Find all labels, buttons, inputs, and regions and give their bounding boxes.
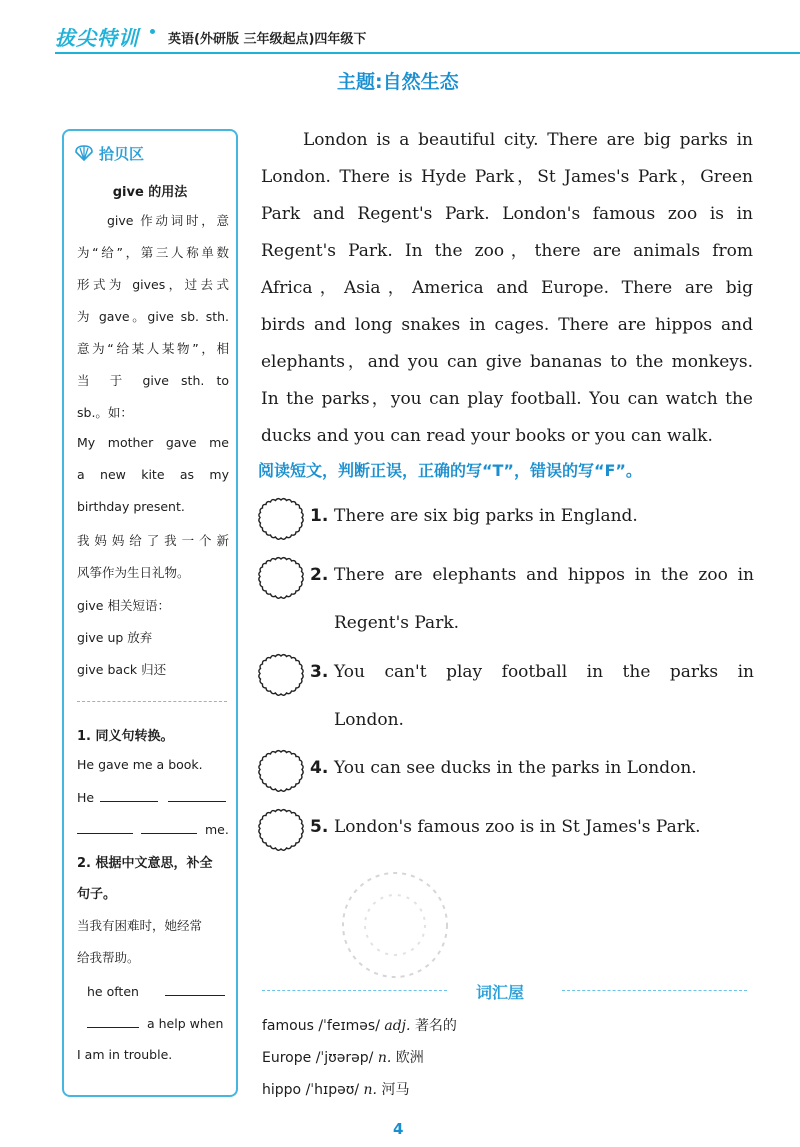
passage-line: ducks and you can read your books or you can walk. [261, 426, 713, 446]
exercise1-he: He [77, 790, 95, 805]
answer-badge[interactable] [258, 808, 304, 852]
sidebar-line: 意为“给某人某物”，相 [77, 341, 229, 356]
answer-blank[interactable] [168, 789, 226, 802]
sidebar-line: 风筝作为生日礼物。 [77, 565, 190, 580]
sidebar-line: My mother gave me [77, 435, 229, 450]
instruction: 阅读短文，判断正误，正确的写“T”，错误的写“F”。 [258, 461, 642, 480]
question-line: You can see ducks in the parks in London. [334, 758, 697, 778]
question-text [334, 505, 754, 540]
question-number: 1. [310, 506, 329, 526]
vocab-ipa: /ˈjʊərəp/ [315, 1050, 374, 1066]
passage-line: Park and Regent's Park. London's famous zoo is in [261, 204, 753, 224]
vocab-word: hippo [262, 1082, 302, 1098]
question-line: You can't play football in the parks in [334, 662, 754, 682]
exercise1-line1 [77, 789, 226, 805]
sidebar-line: 形式为 gives，过去式 [77, 277, 229, 292]
question-line: Regent's Park. [334, 613, 460, 633]
vocab-meaning: 欧洲 [395, 1050, 424, 1066]
exercise2-line2 [87, 1015, 223, 1031]
passage-line: London. There is Hyde Park，St James's Park，Green [261, 167, 753, 187]
question-line: London. [334, 710, 404, 730]
vocab-item [262, 1079, 409, 1099]
question-number: 4. [310, 758, 329, 778]
sidebar-title-text: 拾贝区 [99, 145, 145, 163]
vocab-rule-left [262, 990, 447, 991]
answer-blank[interactable] [165, 983, 225, 996]
vocab-rule-right [562, 990, 747, 991]
vocab-item [262, 1015, 457, 1035]
vocab-ipa: /ˈfeɪməs/ [318, 1018, 380, 1034]
exercise2-text: he often [87, 984, 139, 999]
question-text [334, 564, 754, 647]
question-line: There are elephants and hippos in the zoo in [334, 565, 754, 585]
question-text [334, 816, 754, 851]
sidebar-line: give 作动词时，意 [107, 213, 229, 228]
vocab-pos: n. [363, 1082, 377, 1098]
vocab-ipa: /ˈhɪpəʊ/ [305, 1082, 360, 1098]
question-line: London's famous zoo is in St James's Park. [334, 817, 701, 837]
sidebar-line: give back 归还 [77, 662, 167, 677]
book-title: 英语(外研版 三年级起点)四年级下 [168, 32, 367, 47]
vocab-title: 词汇屋 [476, 983, 525, 1002]
sidebar-line: 为 gave。give sb. sth. [77, 309, 229, 324]
sidebar-subtitle: give 的用法 [112, 185, 188, 200]
sidebar-panel [62, 129, 238, 1097]
question-number: 2. [310, 565, 329, 585]
header-rule [55, 52, 800, 54]
exercise1-title: 1. 同义句转换。 [77, 729, 174, 744]
question-text [334, 661, 754, 744]
answer-badge[interactable] [258, 556, 304, 600]
sidebar-line: 为“给”，第三人称单数 [77, 245, 229, 260]
question-number: 5. [310, 817, 329, 837]
exercise1-me: me. [204, 822, 229, 837]
question-line: There are six big parks in England. [334, 506, 638, 526]
answer-blank[interactable] [87, 1015, 139, 1028]
header-dot [150, 29, 155, 34]
vocab-pos: adj. [384, 1018, 411, 1034]
exercise2-cn: 给我帮助。 [77, 950, 140, 965]
passage-line: In the parks，you can play football. You can watch the [261, 389, 753, 409]
vocab-pos: n. [377, 1050, 392, 1066]
exercise1-sentence: He gave me a book. [77, 757, 203, 772]
exercise1-line2 [77, 821, 229, 837]
passage-line: Africa，Asia，America and Europe. There are big [261, 278, 753, 298]
sidebar-line: 我妈妈给了我一个新 [77, 533, 229, 548]
passage-line: Regent's Park. In the zoo，there are animals from [261, 241, 753, 261]
sidebar-line: birthday present. [77, 499, 185, 514]
sidebar-line: sb.。如： [77, 405, 133, 420]
answer-badge[interactable] [258, 497, 304, 541]
stamp-watermark [330, 860, 460, 990]
exercise2-line3: I am in trouble. [77, 1047, 173, 1062]
brand-logo: 拔尖特训 [55, 26, 139, 50]
question-number: 3. [310, 662, 329, 682]
vocab-header [262, 980, 750, 1000]
vocab-item [262, 1047, 424, 1067]
sidebar-divider [77, 701, 227, 702]
answer-badge[interactable] [258, 749, 304, 793]
sidebar-line: give 相关短语： [77, 598, 170, 613]
vocab-word: Europe [262, 1050, 312, 1066]
answer-blank[interactable] [100, 789, 158, 802]
answer-blank[interactable] [77, 821, 133, 834]
exercise2-title: 句子。 [77, 887, 117, 902]
exercise2-cn: 当我有困难时，她经常 [77, 918, 203, 933]
exercise2-title: 2. 根据中文意思，补全 [77, 856, 213, 871]
shell-icon [74, 144, 94, 162]
reading-passage [261, 122, 753, 455]
sidebar-line: give up 放弃 [77, 630, 153, 645]
vocab-meaning: 著名的 [414, 1018, 457, 1034]
theme-title: 主题:自然生态 [337, 71, 459, 93]
exercise2-text: a help when [146, 1016, 224, 1031]
passage-line: elephants，and you can give bananas to the monkeys. [261, 352, 753, 372]
sidebar-line: a new kite as my [77, 467, 229, 482]
answer-blank[interactable] [141, 821, 197, 834]
sidebar-title [74, 143, 144, 164]
passage-line: birds and long snakes in cages. There are hippos and [261, 315, 753, 335]
answer-badge[interactable] [258, 653, 304, 697]
sidebar-line: 当 于 give sth. to [77, 373, 229, 388]
question-text [334, 757, 754, 792]
exercise2-line1 [87, 983, 225, 999]
page-number: 4 [393, 1120, 404, 1138]
page-header [0, 0, 800, 56]
vocab-meaning: 河马 [381, 1082, 410, 1098]
vocab-word: famous [262, 1018, 314, 1034]
passage-line: London is a beautiful city. There are big parks in [303, 130, 753, 150]
